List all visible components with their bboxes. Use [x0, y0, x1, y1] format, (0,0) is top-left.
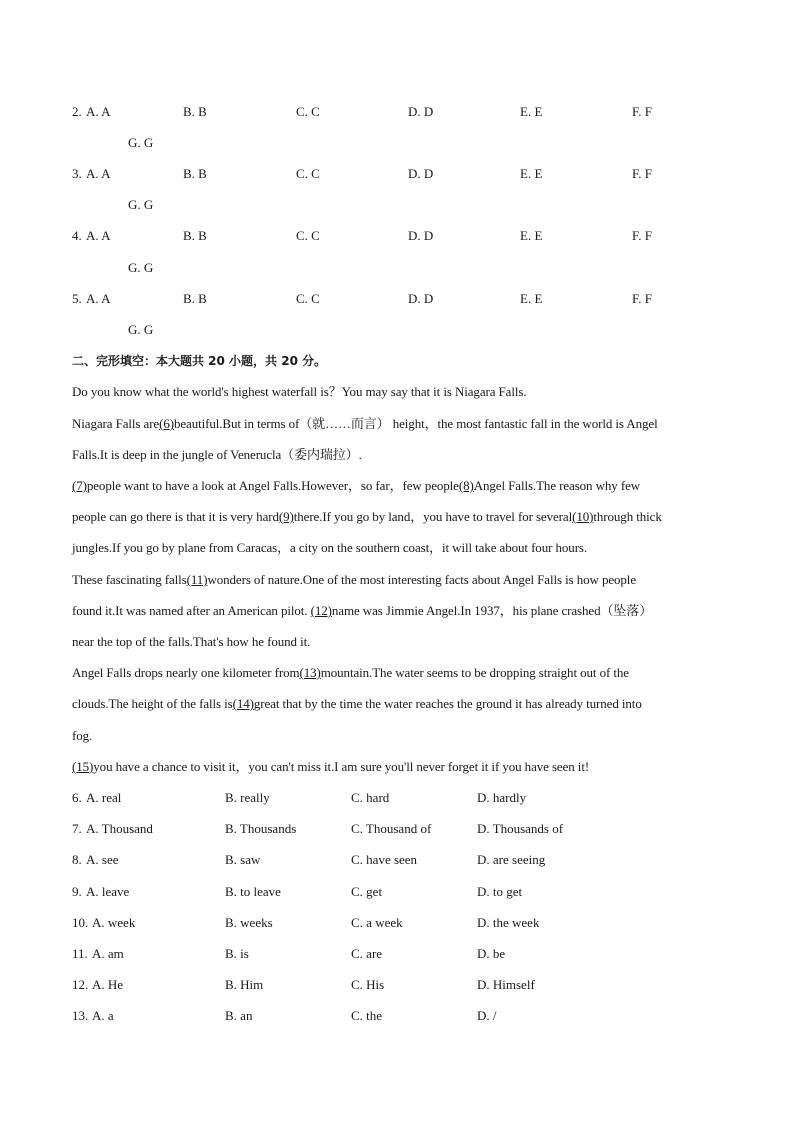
- option-b: B. to leave: [225, 884, 281, 899]
- option-c: C. Thousand of: [351, 821, 432, 836]
- option-f: F. F: [632, 166, 652, 181]
- option-d: D. D: [408, 166, 434, 181]
- option-c: C. get: [351, 884, 383, 899]
- option-a: A. am: [92, 946, 124, 961]
- passage-line: [72, 416, 722, 432]
- passage-line: near the top of the falls.That's how he found it.: [72, 634, 311, 649]
- question-number: 12.: [72, 977, 89, 992]
- option-f: F. F: [632, 228, 652, 243]
- question-number: 5.: [72, 291, 82, 306]
- question-number: 13.: [72, 1008, 89, 1023]
- blank-12: (12): [310, 603, 332, 618]
- option-b: B. B: [183, 228, 207, 243]
- question-number: 11.: [72, 946, 88, 961]
- option-d: D. D: [408, 228, 434, 243]
- passage-line: [72, 665, 722, 681]
- option-b: B. B: [183, 166, 207, 181]
- option-a: A. A: [86, 291, 111, 306]
- option-f: F. F: [632, 104, 652, 119]
- option-e: E. E: [520, 104, 543, 119]
- blank-7: (7): [72, 478, 87, 493]
- option-d: D. /: [477, 1008, 497, 1023]
- option-c: C. C: [296, 166, 320, 181]
- option-d: D. are seeing: [477, 852, 546, 867]
- option-b: B. weeks: [225, 915, 273, 930]
- passage-line: Do you know what the world's highest waterfall is？You may say that it is Niagara Falls.: [72, 384, 527, 399]
- passage-line: [72, 509, 722, 525]
- passage-line: Falls.It is deep in the jungle of Venerucla（委内瑞拉）.: [72, 447, 362, 462]
- blank-10: (10): [572, 509, 594, 524]
- option-a: A. real: [86, 790, 122, 805]
- question-number: 2.: [72, 104, 82, 119]
- text: you have a chance to visit it，you can't miss it.I am sure you'll never forget it if you have seen it!: [93, 759, 590, 774]
- option-a: A. A: [86, 104, 111, 119]
- option-e: E. E: [520, 166, 543, 181]
- option-b: B. is: [225, 946, 249, 961]
- option-b: B. Thousands: [225, 821, 297, 836]
- option-c: C. C: [296, 291, 320, 306]
- option-c: C. the: [351, 1008, 383, 1023]
- blank-9: (9): [278, 509, 294, 524]
- text: great that by the time the water reaches the ground it has already turned into: [253, 696, 642, 711]
- question-number: 4.: [72, 228, 82, 243]
- option-d: D. the week: [477, 915, 540, 930]
- option-d: D. hardly: [477, 790, 527, 805]
- option-a: A. week: [92, 915, 136, 930]
- passage-line: [72, 696, 722, 712]
- option-b: B. really: [225, 790, 270, 805]
- option-a: A. a: [92, 1008, 114, 1023]
- option-a: A. A: [86, 228, 111, 243]
- option-d: D. D: [408, 291, 434, 306]
- text: These fascinating falls: [72, 572, 187, 587]
- text: people can go there is that it is very hard: [72, 509, 279, 524]
- text: there.If you go by land，you have to travel for several: [293, 509, 573, 524]
- option-g: G. G: [128, 197, 154, 212]
- question-number: 9.: [72, 884, 82, 899]
- question-number: 6.: [72, 790, 82, 805]
- option-a: A. He: [92, 977, 124, 992]
- option-d: D. to get: [477, 884, 523, 899]
- option-g: G. G: [128, 135, 154, 150]
- option-b: B. an: [225, 1008, 253, 1023]
- option-a: A. A: [86, 166, 111, 181]
- option-a: A. see: [86, 852, 119, 867]
- text: found it.It was named after an American pilot.: [72, 603, 311, 618]
- blank-6: (6): [159, 416, 174, 431]
- option-b: B. saw: [225, 852, 261, 867]
- text: Niagara Falls are: [72, 416, 160, 431]
- question-number: 10.: [72, 915, 89, 930]
- option-b: B. B: [183, 291, 207, 306]
- text: Angel Falls drops nearly one kilometer from: [72, 665, 300, 680]
- option-e: E. E: [520, 291, 543, 306]
- text: wonders of nature.One of the most interesting facts about Angel Falls is how people: [207, 572, 636, 587]
- option-c: C. C: [296, 104, 320, 119]
- option-c: C. are: [351, 946, 383, 961]
- option-f: F. F: [632, 291, 652, 306]
- option-g: G. G: [128, 260, 154, 275]
- text: name was Jimmie Angel.In 1937，his plane crashed（坠落）: [331, 603, 653, 618]
- option-d: D. Thousands of: [477, 821, 564, 836]
- passage-line: [72, 603, 722, 619]
- question-number: 3.: [72, 166, 82, 181]
- option-c: C. hard: [351, 790, 390, 805]
- blank-13: (13): [299, 665, 321, 680]
- text: through thick: [593, 509, 662, 524]
- text: Angel Falls.The reason why few: [473, 478, 641, 493]
- blank-11: (11): [186, 572, 208, 587]
- option-d: D. be: [477, 946, 506, 961]
- option-a: A. Thousand: [86, 821, 153, 836]
- blank-15: (15): [72, 759, 94, 774]
- passage-line: jungles.If you go by plane from Caracas，a city on the southern coast，it will take about four hours.: [72, 540, 588, 555]
- passage-line: [72, 759, 722, 775]
- passage-line: fog.: [72, 728, 93, 743]
- option-a: A. leave: [86, 884, 130, 899]
- passage-line: [72, 572, 722, 588]
- option-d: D. D: [408, 104, 434, 119]
- option-c: C. His: [351, 977, 385, 992]
- question-number: 7.: [72, 821, 82, 836]
- text: people want to have a look at Angel Falls.However，so far，few people: [86, 478, 459, 493]
- option-e: E. E: [520, 228, 543, 243]
- option-b: B. B: [183, 104, 207, 119]
- option-d: D. Himself: [477, 977, 535, 992]
- text: mountain.The water seems to be dropping straight out of the: [320, 665, 629, 680]
- blank-8: (8): [458, 478, 474, 493]
- text: clouds.The height of the falls is: [72, 696, 233, 711]
- text: beautiful.But in terms of（就……而言） height，the most fantastic fall in the world is Angel: [173, 416, 658, 431]
- option-c: C. have seen: [351, 852, 418, 867]
- question-number: 8.: [72, 852, 82, 867]
- option-b: B. Him: [225, 977, 264, 992]
- option-c: C. C: [296, 228, 320, 243]
- passage-line: [72, 478, 722, 494]
- option-c: C. a week: [351, 915, 403, 930]
- section-title: 二、完形填空：本大题共 20 小题，共 20 分。: [72, 354, 327, 368]
- option-g: G. G: [128, 322, 154, 337]
- blank-14: (14): [232, 696, 254, 711]
